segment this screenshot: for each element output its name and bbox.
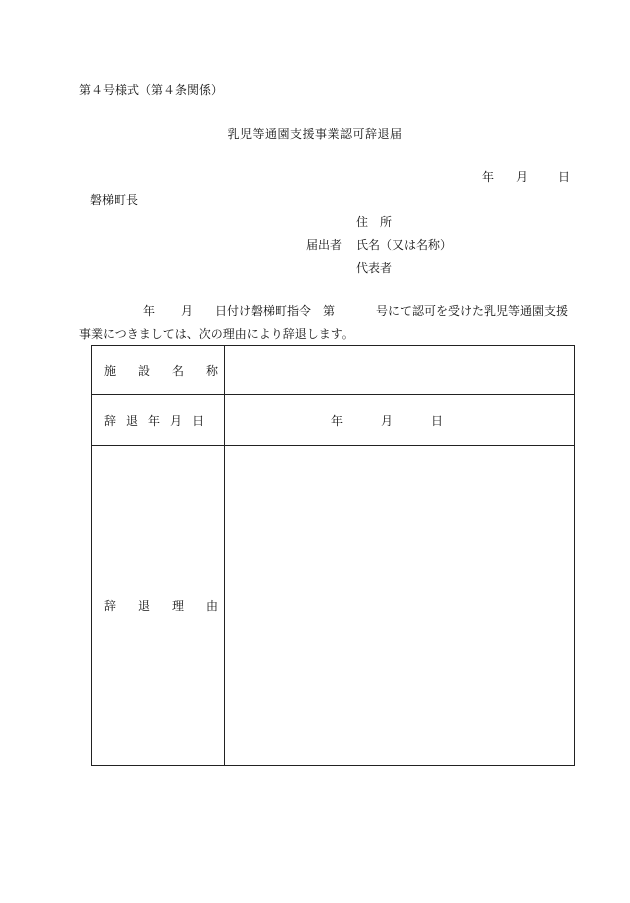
withdrawal-reason-label [92,446,225,766]
date-day-label: 日 [558,170,571,184]
label-char: 名 [172,363,185,378]
address-label: 住 所 [356,215,393,229]
label-char: 由 [206,599,219,613]
representative-label: 代表者 [356,261,393,275]
body-month-label: 月 [181,304,194,318]
label-char: 退 [138,599,151,613]
date-month-label: 月 [516,170,529,184]
body-designation-text: 日付け磐梯町指令 第 [215,304,336,318]
label-char: 日 [192,413,205,428]
addressee: 磐梯町長 [90,193,139,207]
submission-date [482,168,570,185]
label-char: 辞 [104,413,117,428]
submitter-label: 届出者 [306,238,343,252]
withdrawal-reason-row [92,446,575,766]
label-char: 設 [138,363,151,378]
withdrawal-form-table [91,345,575,766]
withdrawal-date-field[interactable] [225,395,575,446]
facility-name-field[interactable] [225,346,575,395]
body-text-line2: 事業につきましては、次の理由により辞退します。 [79,327,354,341]
label-char: 理 [172,599,185,613]
withdrawal-reason-field[interactable] [225,446,575,766]
facility-name-row [92,346,575,395]
document-title: 乳児等通園支援事業認可辞退届 [227,127,403,141]
withdrawal-date-label [92,395,225,446]
body-year-label: 年 [143,304,156,318]
withdrawal-month-label: 月 [381,413,394,428]
body-text-line1 [79,302,568,319]
form-number: 第４号様式（第４条関係） [79,83,224,97]
name-label: 氏名（又は名称） [356,238,453,252]
withdrawal-year-label: 年 [331,413,344,428]
label-char: 辞 [104,599,117,613]
label-char: 退 [126,413,139,428]
label-char: 施 [104,363,117,378]
label-char: 年 [148,413,161,428]
facility-name-label [92,346,225,395]
label-char: 月 [170,413,183,428]
withdrawal-day-label: 日 [431,413,444,428]
date-year-label: 年 [482,170,495,184]
withdrawal-date-row [92,395,575,446]
label-char: 称 [206,363,219,378]
body-number-text: 号にて認可を受けた乳児等通園支援 [376,304,569,318]
